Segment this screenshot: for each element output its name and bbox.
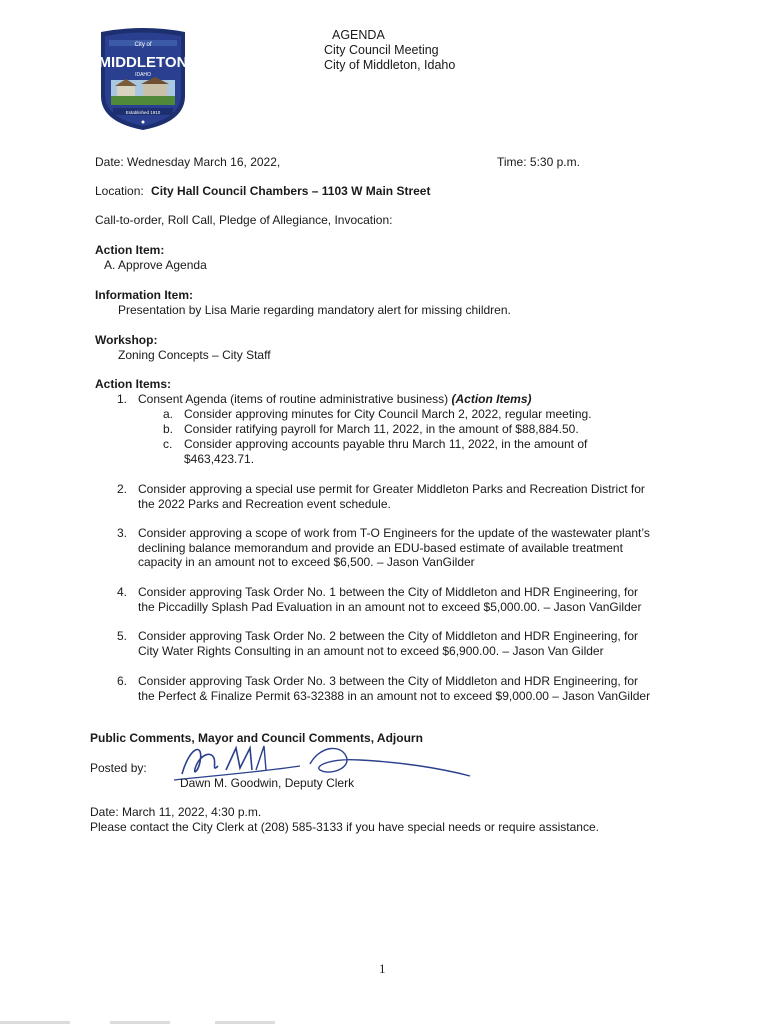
consent-subitem-letter: c. bbox=[163, 437, 173, 451]
call-to-order: Call-to-order, Roll Call, Pledge of Allegiance, Invocation: bbox=[95, 213, 393, 227]
action-item-text bbox=[138, 482, 645, 511]
meeting-date: Date: Wednesday March 16, 2022, bbox=[95, 155, 281, 169]
workshop-text: Zoning Concepts – City Staff bbox=[118, 348, 271, 362]
action-item-heading: Action Item: bbox=[95, 243, 165, 257]
consent-agenda-line bbox=[138, 392, 532, 406]
consent-subitem-letter: a. bbox=[163, 407, 174, 421]
action-item-line: the Piccadilly Splash Pad Evaluation in an amount not to exceed $5,000.00. – Jason VanGilder bbox=[138, 599, 642, 614]
action-item-number: 5. bbox=[117, 629, 128, 643]
consent-number: 1. bbox=[117, 392, 128, 406]
action-item-number: 4. bbox=[117, 585, 128, 599]
date-posted: Date: March 11, 2022, 4:30 p.m. bbox=[90, 805, 262, 819]
consent-subitem-text: $463,423.71. bbox=[184, 452, 255, 466]
city-logo bbox=[95, 26, 191, 132]
action-item-line: Consider approving Task Order No. 3 between the City of Middleton and HDR Engineering, for bbox=[138, 674, 639, 688]
action-item-text bbox=[138, 585, 641, 614]
posted-by-label: Posted by: bbox=[90, 761, 147, 775]
action-item-line: Consider approving Task Order No. 2 between the City of Middleton and HDR Engineering, for bbox=[138, 629, 639, 643]
action-item-line: the Perfect & Finalize Permit 63-32388 in an amount not to exceed $9,000.00 – Jason VanGilder bbox=[138, 688, 651, 703]
logo-established-text: Established 1910 bbox=[125, 110, 161, 115]
action-item-line: Consider approving a scope of work from T-O Engineers for the update of the wastewater plant’s bbox=[138, 526, 650, 540]
action-item-line: declining balance memorandum and provide an EDU-based estimate of available treatment bbox=[138, 540, 623, 555]
location-label: Location: bbox=[95, 184, 144, 198]
action-item-number: 2. bbox=[117, 482, 128, 496]
action-item-number: 3. bbox=[117, 526, 128, 540]
city-name: City of Middleton, Idaho bbox=[324, 58, 456, 72]
action-item-number: 6. bbox=[117, 674, 128, 688]
consent-subitem-letter: b. bbox=[163, 422, 174, 436]
agenda-header bbox=[324, 28, 455, 73]
action-items-heading: Action Items: bbox=[95, 377, 172, 391]
location-value: City Hall Council Chambers – 1103 W Main Street bbox=[151, 184, 431, 198]
consent-subitem-text: Consider approving minutes for City Council March 2, 2022, regular meeting. bbox=[184, 407, 592, 421]
action-item-line: City Water Rights Consulting in an amount not to exceed $6,900.00. – Jason Van Gilder bbox=[138, 643, 604, 658]
city-seal-graphic bbox=[95, 26, 191, 132]
page-number: 1 bbox=[379, 961, 386, 976]
logo-state-text: IDAHO bbox=[135, 72, 151, 78]
logo-top-text: City of bbox=[134, 42, 152, 48]
action-item-text bbox=[138, 674, 650, 703]
consent-agenda-emphasis: (Action Items) bbox=[451, 392, 532, 406]
workshop-heading: Workshop: bbox=[95, 333, 158, 347]
consent-subitem-text: Consider ratifying payroll for March 11, 2022, in the amount of $88,884.50. bbox=[184, 422, 579, 436]
action-item-line: capacity in an amount not to exceed $6,500. – Jason VanGilder bbox=[138, 555, 475, 569]
meeting-name: City Council Meeting bbox=[324, 43, 439, 57]
consent-agenda-text: Consent Agenda (items of routine administrative business) bbox=[138, 392, 449, 406]
contact-note: Please contact the City Clerk at (208) 585-3133 if you have special needs or require assistance. bbox=[90, 820, 599, 834]
location-line bbox=[95, 184, 430, 198]
action-item-line: the 2022 Parks and Recreation event schedule. bbox=[138, 496, 391, 511]
agenda-title: AGENDA bbox=[332, 28, 385, 42]
meeting-time: Time: 5:30 p.m. bbox=[497, 155, 580, 169]
action-item-text bbox=[138, 629, 638, 658]
consent-subitem-text: Consider approving accounts payable thru March 11, 2022, in the amount of bbox=[184, 437, 588, 451]
action-item-line: Consider approving a special use permit for Greater Middleton Parks and Recreation District for bbox=[138, 482, 645, 496]
information-item-text: Presentation by Lisa Marie regarding mandatory alert for missing children. bbox=[118, 303, 511, 317]
action-item-line: Consider approving Task Order No. 1 between the City of Middleton and HDR Engineering, for bbox=[138, 585, 639, 599]
logo-name-text: MIDDLETON bbox=[98, 54, 188, 71]
approve-agenda-item: A. Approve Agenda bbox=[104, 258, 207, 272]
action-item-text bbox=[138, 526, 650, 570]
public-comments-heading: Public Comments, Mayor and Council Comments, Adjourn bbox=[90, 731, 423, 745]
information-item-heading: Information Item: bbox=[95, 288, 193, 302]
signer-name: Dawn M. Goodwin, Deputy Clerk bbox=[180, 776, 355, 790]
